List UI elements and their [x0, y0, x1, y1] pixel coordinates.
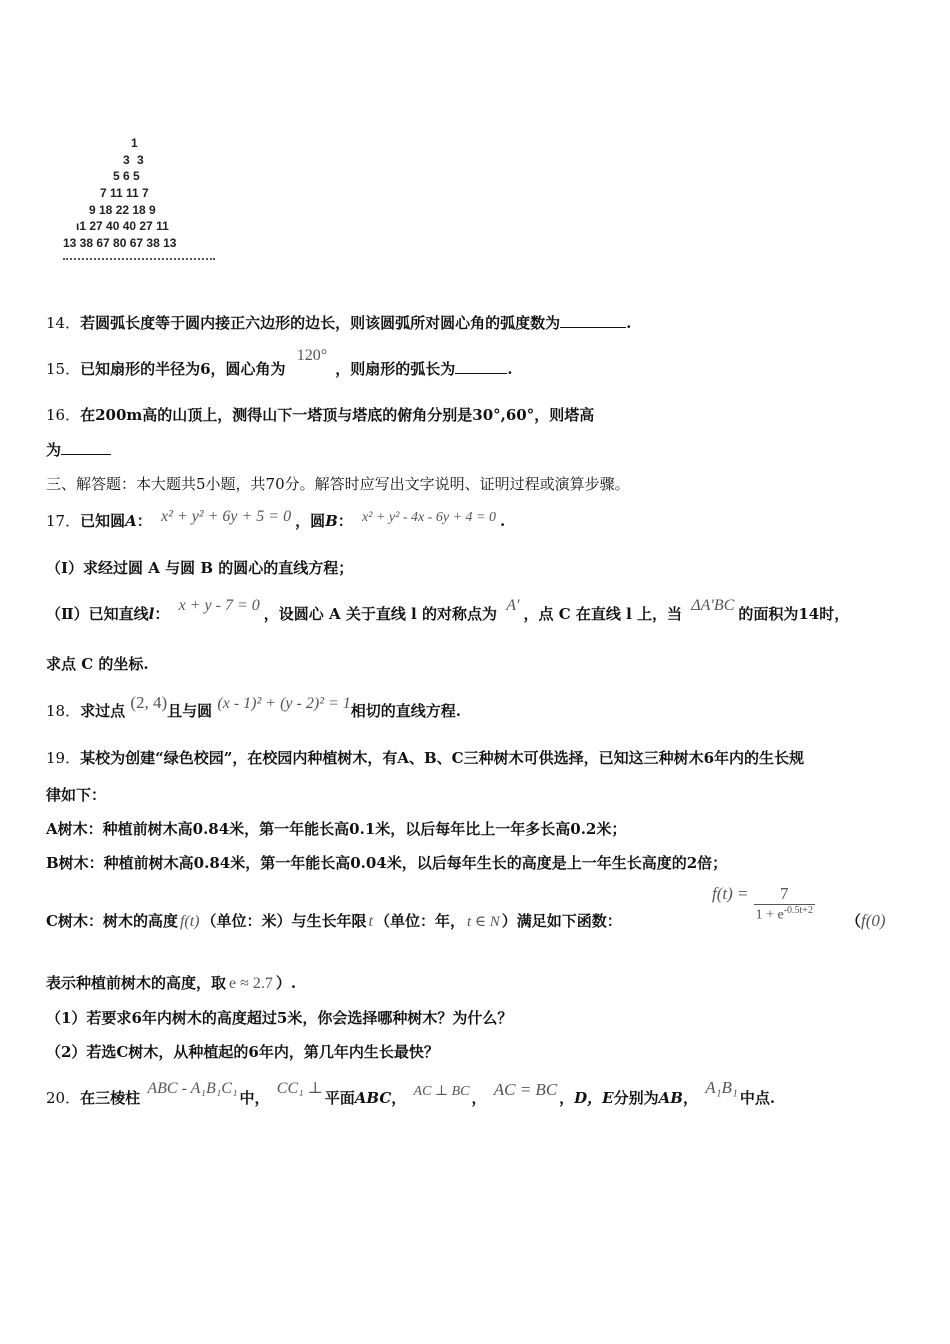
math-a-prime: A′ — [506, 597, 520, 614]
triangle-row-5: 9 18 22 18 9 — [89, 203, 156, 217]
math-point-2-4: (2, 4) — [130, 693, 168, 712]
math-circle-b-equation: x² + y² - 4x - 6y + 4 = 0 — [362, 510, 496, 525]
tree-c-f0-open: （f(0) — [846, 911, 886, 930]
triangle-row-6: ι1 27 40 40 27 11 — [76, 219, 169, 233]
tree-a-description: A树木：种植前树木高0.84米，第一年能长高0.1米，以后每年比上一年多长高0.2米； — [46, 820, 627, 838]
math-cc1-perp: CC₁ ⊥ — [276, 1080, 323, 1097]
triangle-row-4: 7 11 11 7 — [100, 186, 149, 200]
math-angle-120: 120° — [296, 347, 328, 364]
question-19-sub-2: （2）若选C树木，从种植起的6年内，第几年内生长最快？ — [46, 1043, 439, 1061]
question-19-line-2: 律如下： — [46, 786, 107, 804]
math-e-approx: e ≈ 2.7 — [229, 975, 273, 992]
question-19-sub-1: （1）若要求6年内树木的高度超过5米，你会选择哪种树木？为什么？ — [46, 1009, 513, 1027]
tree-b-description: B树木：种植前树木高0.84米，第一年能长高0.04米，以后每年生长的高度是上一年生长高度的2倍； — [46, 854, 728, 872]
math-a1b1: A₁B₁ — [705, 1078, 738, 1097]
math-fraction-denominator: $1 + e^{-0.5t+2}$ — [755, 905, 813, 923]
math-prism: ABC - A₁B₁C₁ — [147, 1080, 238, 1097]
math-ac-equals-bc: AC = BC — [493, 1080, 558, 1099]
question-17-part-2-line-2: 求点 C 的坐标. — [46, 655, 149, 673]
section-3-header: 三、解答题：本大题共5小题，共70分。解答时应写出文字说明、证明过程或演算步骤。 — [46, 475, 630, 493]
math-function-lhs: f(t) = — [712, 883, 749, 903]
triangle-dots — [63, 258, 215, 260]
math-circle-a-equation: x² + y² + 6y + 5 = 0 — [161, 508, 292, 525]
math-ac-perp-bc: AC ⊥ BC — [413, 1084, 470, 1099]
question-18: 18．求过点 (2, 4)且与圆 (x - 1)² + (y - 2)² = 1相切的直线方程. — [46, 693, 462, 720]
math-circle-equation: (x - 1)² + (y - 2)² = 1 — [217, 695, 351, 712]
math-f-of-t: f(t) — [179, 913, 200, 930]
question-17-part-1: （Ⅰ）求经过圆 A 与圆 B 的圆心的直线方程； — [46, 559, 354, 577]
answer-blank-15 — [455, 359, 507, 374]
math-line-l-equation: x + y - 7 = 0 — [178, 597, 260, 614]
question-19-line-1: 19．某校为创建“绿色校园”，在校园内种植树木，有A、B、C三种树木可供选择，已知这三种树木6年内的生长规 — [46, 749, 805, 767]
triangle-row-1: 1 — [131, 136, 138, 150]
answer-blank-16 — [61, 440, 111, 455]
question-17-part-2: （Ⅱ）已知直线l： x + y - 7 = 0 ，设圆心 A 关于直线 l 的对称点为 A′ ，点 C 在直线 l 上，当 ΔA′BC 的面积为14时， — [46, 597, 850, 623]
triangle-row-3: 5 6 5 — [113, 169, 140, 183]
question-20: 20．在三棱柱 ABC - A₁B₁C₁中， CC₁ ⊥平面ABC， AC ⊥ BC ， AC = BC ，D，E分别为AB， A₁B₁中点. — [46, 1078, 776, 1107]
tree-c-description-line-2: 表示种植前树木的高度，取 e ≈ 2.7 ）. — [46, 974, 297, 992]
math-fraction-numerator: 7 — [780, 884, 789, 903]
triangle-row-2: 3 3 — [123, 153, 144, 167]
question-15: 15．已知扇形的半径为6，圆心角为 120°，则扇形的弧长为 . — [46, 347, 513, 378]
triangle-row-7: 13 38 67 80 67 38 13 — [63, 236, 177, 250]
math-triangle-abc: ΔA′BC — [691, 597, 735, 614]
question-14: 14．若圆弧长度等于圆内接正六边形的边长，则该圆弧所对圆心角的弧度数为 . — [46, 314, 632, 332]
math-t-in-n: t ∈ N — [466, 914, 500, 930]
tree-c-description: C树木：树木的高度 f(t) （单位：米）与生长年限 t （单位：年， t ∈ N ）满足如下函数： — [46, 912, 622, 930]
answer-blank-14 — [560, 313, 626, 328]
tree-c-function — [712, 884, 815, 924]
question-16-line-1: 16．在200m高的山顶上，测得山下一塔顶与塔底的俯角分别是30°,60°，则塔高 — [46, 406, 595, 424]
question-16-line-2: 为 — [46, 439, 111, 460]
math-t: t — [368, 913, 373, 930]
math-function-fraction — [754, 884, 815, 924]
math-f-of-0: f(0) — [861, 911, 886, 930]
question-17: 17．已知圆A： x² + y² + 6y + 5 = 0 ，圆B： x² + y² - 4x - 6y + 4 = 0 . — [46, 508, 506, 530]
